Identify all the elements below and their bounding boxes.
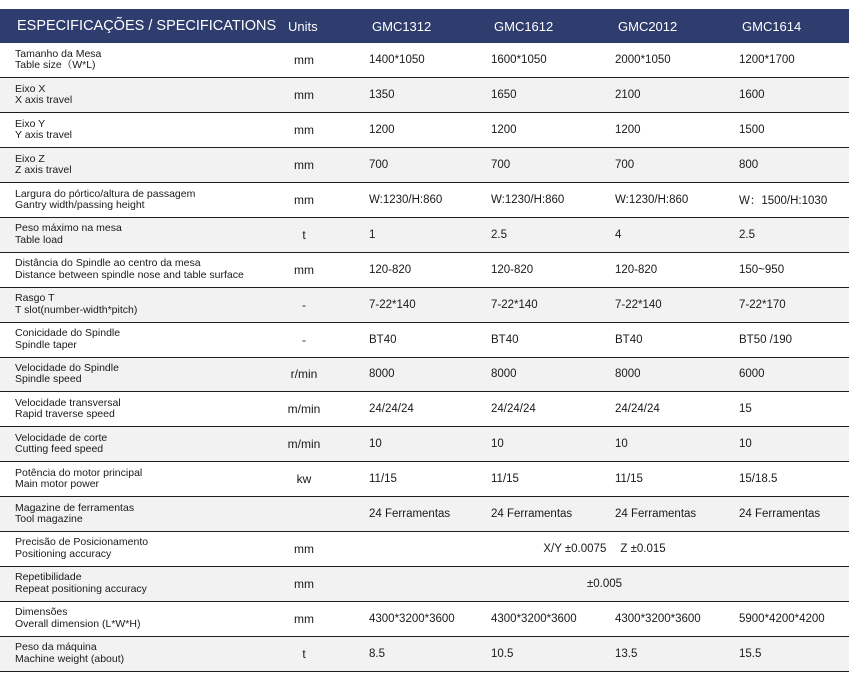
value-cell: 10 — [369, 438, 382, 451]
param-label-pt: Peso máximo na mesa — [15, 222, 122, 235]
table-row — [0, 183, 849, 218]
table-row — [0, 43, 849, 78]
header-row — [0, 9, 849, 43]
z-accuracy-value: Z ±0.015 — [620, 542, 666, 555]
value-cell: W:1230/H:860 — [615, 194, 689, 206]
model-header: GMC1312 — [372, 18, 432, 34]
unit-cell: m/min — [287, 437, 321, 452]
unit-cell: mm — [294, 123, 314, 138]
table-row — [0, 113, 849, 148]
table-row — [0, 392, 849, 427]
table-row — [0, 566, 849, 601]
param-label — [0, 601, 270, 636]
param-label-en: Positioning accuracy — [15, 547, 112, 560]
table-row — [0, 497, 849, 532]
value-cell: 1200*1700 — [739, 54, 795, 67]
value-cell: 120-820 — [615, 263, 658, 276]
unit-cell: mm — [294, 193, 314, 207]
param-label-en: Rapid traverse speed — [15, 408, 115, 421]
value-cell: 120-820 — [369, 263, 412, 276]
param-label-pt: Velocidade do Spindle — [15, 361, 119, 374]
param-label-pt: Dimensões — [15, 606, 68, 619]
value-cell: 4300*3200*3600 — [369, 612, 455, 625]
value-cell: 2.5 — [491, 228, 507, 241]
param-label — [0, 183, 270, 218]
param-label-en: Z axis travel — [15, 164, 72, 177]
table-row — [0, 322, 849, 357]
param-label-pt: Conicidade do Spindle — [15, 327, 121, 340]
param-label-en: T slot(number-width*pitch) — [15, 303, 138, 316]
param-label — [0, 113, 270, 148]
value-cell: 1200 — [615, 124, 641, 137]
param-label-en: Spindle taper — [15, 338, 77, 351]
value-cell: 6000 — [739, 368, 765, 381]
value-cell: 1500 — [739, 124, 765, 137]
table-row — [0, 78, 849, 113]
value-cell: W：1500/H:1030 — [739, 195, 828, 207]
value-cell: W:1230/H:860 — [369, 194, 443, 206]
param-label — [0, 148, 270, 183]
value-cell: 1200 — [369, 124, 395, 137]
value-cell: 10 — [739, 438, 752, 451]
param-label-en: Y axis travel — [15, 129, 72, 142]
value-cell: 7-22*170 — [739, 298, 786, 311]
table-body — [0, 43, 849, 671]
model-header: GMC1612 — [494, 18, 554, 34]
value-cell: 15/18.5 — [739, 473, 778, 486]
value-cell: 13.5 — [615, 647, 638, 660]
value-cell: 1350 — [369, 89, 395, 102]
value-cell: BT40 — [615, 333, 643, 346]
table-row — [0, 601, 849, 636]
param-label — [0, 531, 270, 566]
unit-cell: t — [302, 227, 306, 242]
value-cell: 5900*4200*4200 — [739, 612, 825, 625]
unit-cell: m/min — [287, 402, 321, 417]
param-label-en: Tool magazine — [15, 513, 83, 526]
param-label-en: Overall dimension (L*W*H) — [15, 617, 141, 630]
value-cell: 2100 — [615, 89, 641, 102]
param-label — [0, 427, 270, 462]
param-label — [0, 357, 270, 392]
unit-cell: mm — [294, 158, 314, 173]
unit-cell: t — [302, 646, 306, 661]
param-label-pt: Distância do Spindle ao centro da mesa — [15, 257, 201, 270]
unit-cell: mm — [294, 576, 314, 591]
table-row — [0, 148, 849, 183]
param-label — [0, 566, 270, 601]
value-cell: 11/15 — [491, 473, 519, 486]
unit-cell — [270, 497, 360, 532]
value-cell: 2000*1050 — [615, 54, 671, 67]
param-label-pt: Velocidade transversal — [15, 396, 121, 409]
param-label-en: Spindle speed — [15, 373, 82, 386]
param-label — [0, 322, 270, 357]
param-label-en: Distance between spindle nose and table surface — [15, 268, 244, 281]
param-label-pt: Magazine de ferramentas — [15, 501, 135, 514]
param-label-en: Cutting feed speed — [15, 443, 104, 456]
value-cell: 15.5 — [739, 647, 762, 660]
param-label — [0, 252, 270, 287]
value-cell: 11/15 — [369, 473, 397, 486]
value-cell: 7-22*140 — [615, 298, 662, 311]
value-cell: 120-820 — [491, 263, 534, 276]
param-label-pt: Eixo X — [15, 82, 46, 95]
param-label-pt: Eixo Z — [15, 152, 45, 165]
value-cell: 4 — [615, 228, 622, 241]
param-label-en: Gantry width/passing height — [15, 199, 145, 211]
param-label-pt: Eixo Y — [15, 117, 46, 130]
unit-cell: kw — [296, 472, 312, 487]
value-cell: 8000 — [615, 368, 641, 381]
param-label-pt: Velocidade de corte — [15, 431, 108, 444]
unit-cell: - — [302, 297, 306, 312]
value-cell: 15 — [739, 403, 752, 416]
units-header: Units — [288, 18, 318, 34]
value-cell: 10 — [491, 438, 504, 451]
unit-cell: mm — [294, 541, 314, 556]
value-cell: 700 — [369, 159, 389, 172]
value-cell: BT40 — [491, 333, 519, 346]
unit-cell: r/min — [290, 367, 318, 382]
value-cell: 11/15 — [615, 473, 643, 486]
param-label-en: Table size（W*L) — [15, 59, 96, 72]
unit-cell: mm — [294, 262, 314, 277]
table-row — [0, 462, 849, 497]
param-label-en: Main motor power — [15, 478, 100, 491]
model-header: GMC1614 — [742, 18, 802, 34]
value-cell: 1 — [369, 228, 376, 241]
unit-cell: mm — [294, 88, 314, 103]
table-row — [0, 252, 849, 287]
value-cell: BT50 /190 — [739, 333, 793, 346]
xy-accuracy-value: X/Y ±0.0075 — [543, 542, 607, 555]
param-label-pt: Peso da máquina — [15, 641, 97, 654]
value-cell: 8.5 — [369, 647, 385, 660]
value-cell: 150~950 — [739, 263, 785, 276]
value-cell: 24/24/24 — [369, 403, 414, 416]
table-header — [0, 9, 849, 43]
unit-cell: mm — [294, 53, 314, 68]
value-cell: BT40 — [369, 333, 397, 346]
merged-value-cell: ±0.005 — [586, 577, 623, 590]
param-label — [0, 497, 270, 532]
value-cell: 1400*1050 — [369, 54, 425, 67]
value-cell: 700 — [615, 159, 635, 172]
table-row — [0, 636, 849, 671]
param-label-pt: Rasgo T — [15, 292, 55, 305]
param-label-en: Repeat positioning accuracy — [15, 582, 147, 595]
value-cell: 7-22*140 — [491, 298, 538, 311]
param-label-en: Machine weight (about) — [15, 652, 125, 665]
value-cell: 1650 — [491, 89, 517, 102]
table-row — [0, 531, 849, 566]
value-cell: 7-22*140 — [369, 298, 416, 311]
table-title: ESPECIFICAÇÕES / SPECIFICATIONS — [17, 18, 277, 34]
value-cell: 24 Ferramentas — [491, 508, 573, 521]
value-cell: 1600*1050 — [491, 54, 547, 67]
unit-cell: mm — [294, 611, 314, 626]
param-label-pt: Tamanho da Mesa — [15, 47, 102, 60]
param-label — [0, 78, 270, 113]
param-label — [0, 462, 270, 497]
value-cell: 1600 — [739, 89, 765, 102]
param-label-pt: Potência do motor principal — [15, 466, 143, 479]
value-cell: 10 — [615, 438, 628, 451]
value-cell: 800 — [739, 159, 759, 172]
table-row — [0, 217, 849, 252]
model-header: GMC2012 — [618, 18, 678, 34]
value-cell: 10.5 — [491, 647, 514, 660]
value-cell: 700 — [491, 159, 511, 172]
value-cell: 4300*3200*3600 — [491, 612, 577, 625]
value-cell: 8000 — [369, 368, 395, 381]
value-cell: 24 Ferramentas — [369, 508, 451, 521]
param-label — [0, 636, 270, 671]
param-label-pt: Precisão de Posicionamento — [15, 536, 149, 549]
table-row — [0, 427, 849, 462]
specifications-table — [0, 9, 849, 672]
value-cell: 2.5 — [739, 228, 755, 241]
param-label — [0, 287, 270, 322]
unit-cell: - — [302, 332, 306, 347]
param-label-pt: Largura do pórtico/altura de passagem — [15, 187, 196, 200]
value-cell: W:1230/H:860 — [491, 194, 565, 206]
param-label-pt: Repetibilidade — [15, 571, 82, 584]
value-cell: 1200 — [491, 124, 517, 137]
value-cell: 24/24/24 — [491, 403, 536, 416]
value-cell: 24/24/24 — [615, 403, 660, 416]
value-cell: 4300*3200*3600 — [615, 612, 701, 625]
value-cell: 8000 — [491, 368, 517, 381]
merged-value-cell — [360, 531, 849, 566]
param-label-en: X axis travel — [15, 94, 73, 107]
param-label — [0, 217, 270, 252]
value-cell: 24 Ferramentas — [615, 508, 697, 521]
param-label — [0, 43, 270, 78]
param-label-en: Table load — [15, 233, 63, 246]
table-row — [0, 287, 849, 322]
param-label — [0, 392, 270, 427]
table-row — [0, 357, 849, 392]
value-cell: 24 Ferramentas — [739, 508, 821, 521]
